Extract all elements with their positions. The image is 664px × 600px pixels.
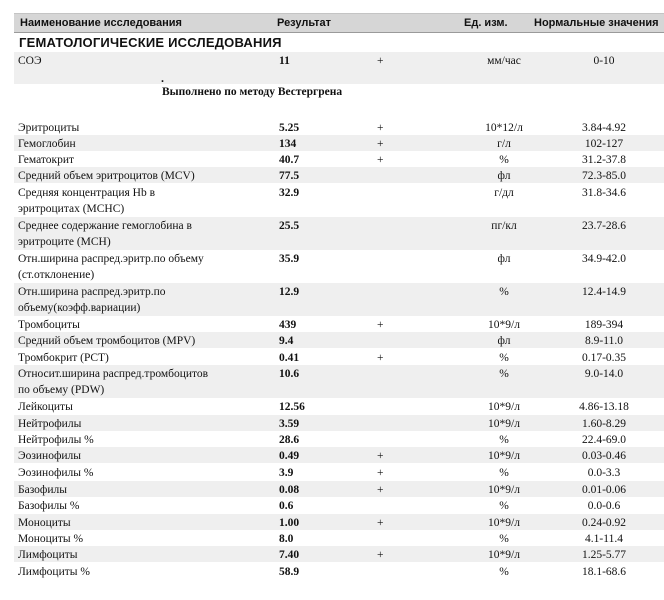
abnormal-flag: +: [377, 467, 384, 479]
unit: 10*9/л: [488, 319, 520, 331]
reference-range: 72.3-85.0: [581, 170, 627, 182]
abnormal-flag: +: [377, 122, 384, 134]
unit: %: [499, 286, 509, 298]
result-value: 12.56: [279, 401, 305, 413]
test-name: Средняя концентрация Hb в эритроцитах (MCHC): [18, 187, 156, 215]
test-name: Средний объем тромбоцитов (MPV): [18, 335, 196, 347]
reference-range: 1.25-5.77: [581, 549, 627, 561]
result-value: 0.49: [279, 450, 300, 462]
header-result: Результат: [277, 17, 332, 29]
unit: 10*12/л: [485, 122, 523, 134]
result-value: 32.9: [279, 187, 300, 199]
reference-range: 3.84-4.92: [581, 122, 627, 134]
table-row: [14, 151, 664, 167]
table-row: [14, 464, 664, 480]
unit: 10*9/л: [488, 484, 520, 496]
reference-range: 1.60-8.29: [581, 418, 627, 430]
table-row: [14, 184, 664, 217]
result-value: 5.25: [279, 122, 300, 134]
method-note: Выполнено по методу Вестергрена: [162, 86, 343, 98]
test-name: Моноциты: [18, 517, 71, 529]
reference-range: 4.86-13.18: [579, 401, 629, 413]
table-row: [14, 217, 664, 250]
section-title: ГЕМАТОЛОГИЧЕСКИЕ ИССЛЕДОВАНИЯ: [19, 35, 282, 50]
header-unit: Ед. изм.: [464, 17, 508, 29]
test-name: Среднее содержание гемоглобина в эритроците (MCH): [18, 220, 192, 248]
reference-range: 8.9-11.0: [585, 335, 623, 347]
unit: 10*9/л: [488, 517, 520, 529]
table-row: [14, 332, 664, 348]
result-value: 0.41: [279, 352, 300, 364]
header-norm: Нормальные значения: [534, 17, 659, 29]
unit: %: [499, 566, 509, 578]
test-name: Базофилы %: [18, 500, 80, 512]
result-value: 11: [279, 55, 290, 67]
test-name: Лейкоциты: [18, 401, 73, 413]
unit: %: [499, 434, 509, 446]
table-row: [14, 481, 664, 497]
reference-range: 0.24-0.92: [581, 517, 627, 529]
table-row: [14, 349, 664, 365]
test-name: Лимфоциты %: [18, 566, 90, 578]
table-row: [14, 546, 664, 562]
unit: 10*9/л: [488, 549, 520, 561]
reference-range: 189-394: [584, 319, 624, 331]
test-name: Относит.ширина распред.тромбоцитов по объему (PDW): [18, 368, 209, 396]
unit: фл: [497, 253, 511, 265]
test-name: Гематокрит: [18, 154, 75, 166]
test-name: Нейтрофилы: [18, 418, 82, 430]
test-name: Гемоглобин: [18, 138, 76, 150]
abnormal-flag: +: [377, 517, 384, 529]
unit: пг/кл: [491, 220, 517, 232]
test-name: Тромбоциты: [18, 319, 80, 331]
unit: %: [499, 352, 509, 364]
table-row: [14, 135, 664, 151]
note-dot: .: [161, 71, 164, 85]
reference-range: 23.7-28.6: [581, 220, 627, 232]
reference-range: 0.0-3.3: [587, 467, 621, 479]
table-row: [14, 167, 664, 183]
result-value: 7.40: [279, 549, 300, 561]
unit: %: [499, 467, 509, 479]
result-value: 0.08: [279, 484, 300, 496]
reference-range: 4.1-11.4: [585, 533, 623, 545]
test-name: Лимфоциты: [18, 549, 78, 561]
abnormal-flag: +: [377, 450, 384, 462]
test-name: Эозинофилы: [18, 450, 82, 462]
table-row: [14, 447, 664, 463]
reference-range: 102-127: [584, 138, 624, 150]
result-value: 35.9: [279, 253, 300, 265]
result-value: 3.9: [279, 467, 294, 479]
test-name: Эритроциты: [18, 122, 80, 134]
abnormal-flag: +: [377, 319, 384, 331]
unit: %: [499, 500, 509, 512]
unit: фл: [497, 335, 511, 347]
table-row: [14, 250, 664, 283]
test-name: Отн.ширина распред.эритр.по объему (ст.отклонение): [18, 253, 204, 281]
result-value: 439: [279, 319, 297, 331]
unit: 10*9/л: [488, 450, 520, 462]
reference-range: 12.4-14.9: [581, 286, 627, 298]
result-value: 3.59: [279, 418, 300, 430]
result-value: 0.6: [279, 500, 294, 512]
unit: %: [499, 368, 509, 380]
test-name: Базофилы: [18, 484, 68, 496]
result-value: 58.9: [279, 566, 300, 578]
unit: г/дл: [494, 187, 514, 199]
abnormal-flag: +: [377, 352, 384, 364]
table-row: [14, 283, 664, 316]
result-value: 134: [279, 138, 297, 150]
test-name: СОЭ: [18, 55, 42, 67]
result-value: 28.6: [279, 434, 300, 446]
unit: фл: [497, 170, 511, 182]
unit: 10*9/л: [488, 418, 520, 430]
table-row: [14, 530, 664, 546]
table-row: [14, 119, 664, 135]
abnormal-flag: +: [377, 549, 384, 561]
result-value: 25.5: [279, 220, 300, 232]
reference-range: 31.2-37.8: [581, 154, 627, 166]
test-name: Отн.ширина распред.эритр.по объему(коэфф.вариации): [18, 286, 166, 314]
table-header: [14, 13, 664, 33]
result-value: 1.00: [279, 517, 300, 529]
table-row: [14, 514, 664, 530]
unit: %: [499, 154, 509, 166]
unit: 10*9/л: [488, 401, 520, 413]
abnormal-flag: +: [377, 55, 384, 67]
test-name: Тромбокрит (PCT): [18, 352, 109, 364]
reference-range: 0.0-0.6: [587, 500, 621, 512]
test-name: Нейтрофилы %: [18, 434, 94, 446]
reference-range: 0-10: [593, 55, 615, 67]
reference-range: 0.03-0.46: [581, 450, 627, 462]
abnormal-flag: +: [377, 484, 384, 496]
table-row: [14, 563, 664, 579]
table-row: [14, 497, 664, 513]
result-value: 9.4: [279, 335, 294, 347]
result-value: 8.0: [279, 533, 294, 545]
test-name: Средний объем эритроцитов (MCV): [18, 170, 195, 182]
table-row: [14, 52, 664, 84]
reference-range: 18.1-68.6: [581, 566, 627, 578]
reference-range: 9.0-14.0: [584, 368, 624, 380]
unit: г/л: [497, 138, 511, 150]
table-row: [14, 365, 664, 398]
test-name: Моноциты %: [18, 533, 84, 545]
result-value: 40.7: [279, 154, 300, 166]
result-value: 12.9: [279, 286, 300, 298]
abnormal-flag: +: [377, 138, 384, 150]
result-value: 77.5: [279, 170, 300, 182]
reference-range: 31.8-34.6: [581, 187, 627, 199]
unit: %: [499, 533, 509, 545]
reference-range: 0.01-0.06: [581, 484, 627, 496]
abnormal-flag: +: [377, 154, 384, 166]
header-name: Наименование исследования: [20, 17, 182, 29]
result-value: 10.6: [279, 368, 300, 380]
table-row: [14, 431, 664, 447]
table-row: [14, 316, 664, 332]
reference-range: 0.17-0.35: [581, 352, 627, 364]
table-row: [14, 415, 664, 431]
reference-range: 34.9-42.0: [581, 253, 627, 265]
reference-range: 22.4-69.0: [581, 434, 627, 446]
unit: мм/час: [487, 55, 521, 67]
test-name: Эозинофилы %: [18, 467, 94, 479]
table-row: [14, 398, 664, 414]
